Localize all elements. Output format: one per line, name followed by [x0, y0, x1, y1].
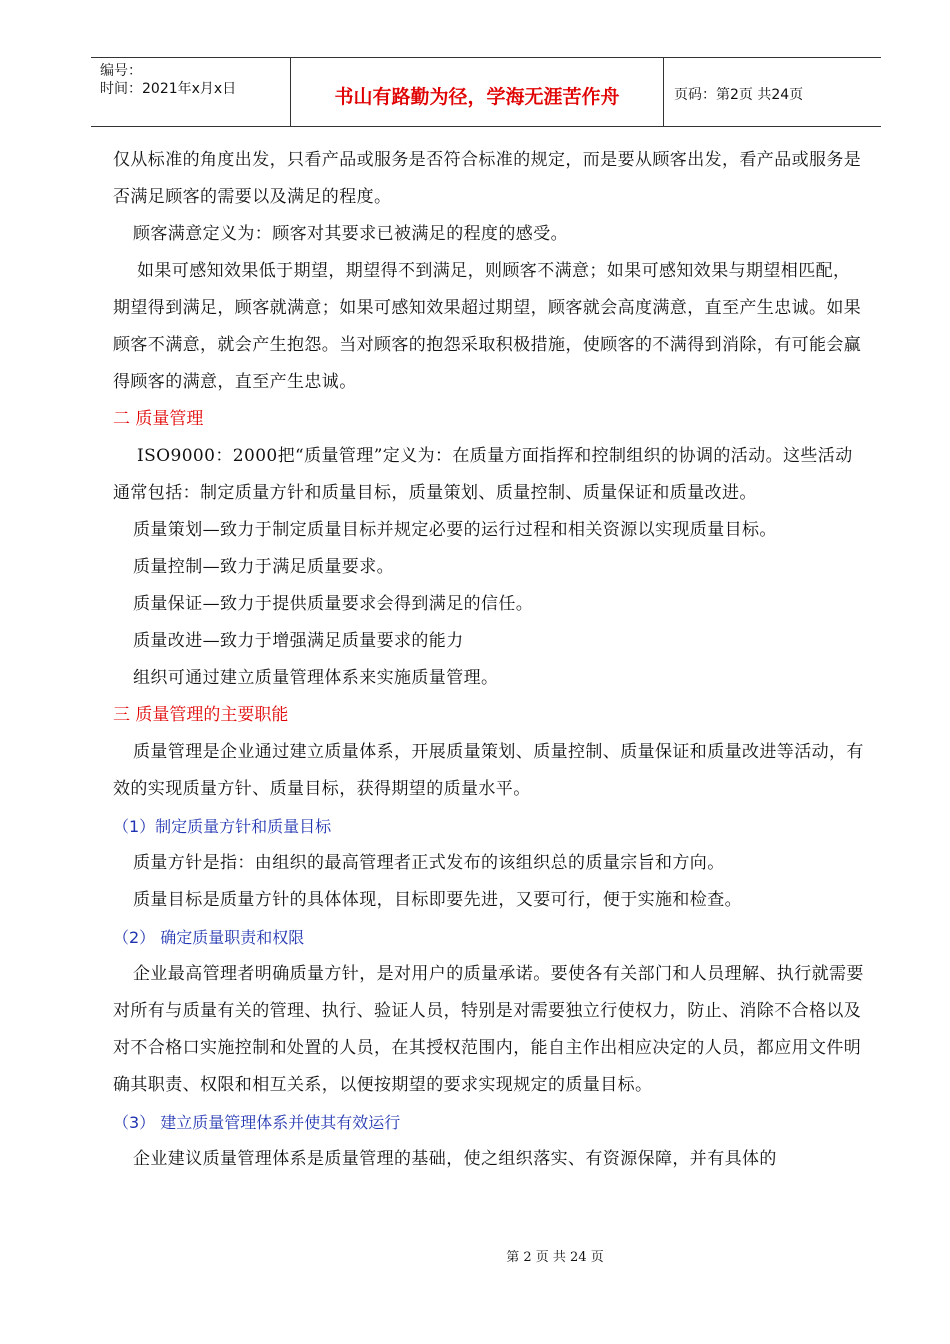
paragraph: 如果可感知效果低于期望，期望得不到满足，则顾客不满意；如果可感知效果与期望相匹配，期望得到满足，顾客就满意；如果可感知效果超过期望，顾客就会高度满意，直至产生忠诚。如果顾客不满意，就会产生抱怨。当对顾客的抱怨采取积极措施，使顾客的不满得到消除，有可能会赢得顾客的满意，直至产生忠诚。 — [113, 261, 862, 392]
page-footer: 第 2 页 共 24 页 — [506, 1250, 604, 1265]
subsection-heading: （2） 确定质量职责和权限 — [113, 928, 305, 947]
paragraph: 企业建议质量管理体系是质量管理的基础，使之组织落实、有资源保障，并有具体的 — [133, 1149, 777, 1169]
paragraph: 质量控制—致力于满足质量要求。 — [133, 557, 394, 577]
paragraph: 质量策划—致力于制定质量目标并规定必要的运行过程和相关资源以实现质量目标。 — [133, 520, 777, 540]
section-heading: 二 质量管理 — [113, 409, 204, 429]
paragraph: 质量改进—致力于增强满足质量要求的能力 — [133, 631, 464, 651]
paragraph: 企业最高管理者明确质量方针，是对用户的质量承诺。要使各有关部门和人员理解、执行就需要对所有与质量有关的管理、执行、验证人员，特别是对需要独立行使权力，防止、消除不合格以及对不合格口实施控制和处置的人员，在其授权范围内，能自主作出相应决定的人员，都应用文件明确其职责、权限和相互关系，以便按期望的要求实现规定的质量目标。 — [113, 964, 864, 1095]
page-header — [91, 57, 881, 127]
paragraph: 质量目标是质量方针的具体体现，目标即要先进，又要可行，便于实施和检查。 — [133, 890, 742, 910]
paragraph: 顾客满意定义为：顾客对其要求已被满足的程度的感受。 — [133, 224, 568, 244]
subsection-heading: （1）制定质量方针和质量目标 — [113, 817, 332, 836]
document-body — [113, 142, 865, 1178]
time-label: 时间：2021年x月x日 — [100, 81, 237, 97]
paragraph: 质量方针是指：由组织的最高管理者正式发布的该组织总的质量宗旨和方向。 — [133, 853, 725, 873]
subsection-heading: （3） 建立质量管理体系并使其有效运行 — [113, 1113, 401, 1132]
header-meta — [91, 58, 291, 126]
paragraph: 质量管理是企业通过建立质量体系，开展质量策划、质量控制、质量保证和质量改进等活动，有效的实现质量方针、质量目标，获得期望的质量水平。 — [113, 742, 864, 799]
number-label: 编号： — [100, 63, 142, 79]
header-page-info: 页码：第2页 共24页 — [674, 87, 804, 103]
section-heading: 三 质量管理的主要职能 — [113, 705, 289, 725]
paragraph: 仅从标准的角度出发，只看产品或服务是否符合标准的规定，而是要从顾客出发，看产品或服务是否满足顾客的需要以及满足的程度。 — [113, 150, 862, 207]
header-motto: 书山有路勤为径，学海无涯苦作舟 — [291, 58, 664, 126]
paragraph: 组织可通过建立质量管理体系来实施质量管理。 — [133, 668, 499, 688]
paragraph: ISO9000：2000把“质量管理”定义为：在质量方面指挥和控制组织的协调的活动。这些活动通常包括：制定质量方针和质量目标，质量策划、质量控制、质量保证和质量改进。 — [113, 446, 853, 503]
paragraph: 质量保证—致力于提供质量要求会得到满足的信任。 — [133, 594, 534, 614]
